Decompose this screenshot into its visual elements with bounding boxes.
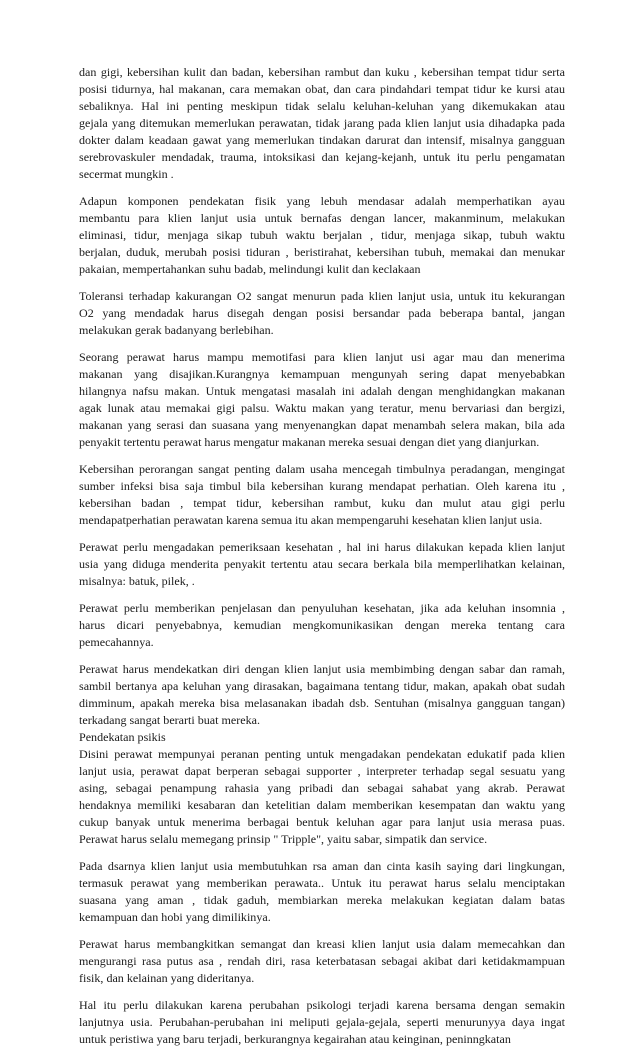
text-line: serebrovaskuler mendadak, trauma, intoksikasi dan kejang-kejanh, untuk itu perlu pengamatan	[79, 150, 565, 164]
text-line: agak lunak atau memakai gigi palsu. Waktu makan yang teratur, menu bervariasi dan bergizi,	[79, 401, 565, 415]
text-line: Pada dsarnya klien lanjut usia membutuhkan rsa aman dan cinta kasih saying dari lingkungan,	[79, 859, 565, 873]
text-line: suasana yang aman , tidak gaduh, membiarkan mereka melakukan kegiatan dalam batas	[79, 893, 565, 907]
text-line: pemecahannya.	[79, 635, 154, 649]
text-line: melakukan gerak badanyang berlebihan.	[79, 323, 274, 337]
text-line: sebaliknya. Hal ini penting meskipun tidak selalu keluhan-keluhan yang dikemukakan atau	[79, 99, 565, 113]
paragraph	[79, 600, 565, 651]
text-line: Seorang perawat harus mampu memotifasi para klien lanjut usi agar mau dan menerima	[79, 350, 565, 364]
paragraph	[79, 349, 565, 451]
text-line: eliminasi, tidur, menjaga sikap tubuh waktu berjalan , tidur, menjaga sikap, tubuh waktu	[79, 228, 565, 242]
text-line: O2 yang mendadak harus disegah dengan posisi bersandar pada beberapa bantal, jangan	[79, 306, 565, 320]
text-line: cukup banyak untuk menerima berbagai bentuk keluhan agar para lanjut usia merasa puas.	[79, 815, 565, 829]
text-line: fisik, dan kelainan yang dideritanya.	[79, 971, 255, 985]
text-line: mengurangi rasa putus asa , rendah diri, rasa keterbatasan sebagai akibat dari ketidakmampuan	[79, 954, 565, 968]
text-line: membantu para klien lanjut usia untuk bernafas dengan lancer, makanminum, melakukan	[79, 211, 565, 225]
text-line: lanjutnya usia. Perubahan-perubahan ini meliputi gejala-gejala, seperti menurunyya daya ingat	[79, 1015, 565, 1029]
text-line: Disini perawat mempunyai peranan penting untuk mengadakan pendekatan edukatif pada klien	[79, 747, 565, 761]
text-line: Perawat harus membangkitkan semangat dan kreasi klien lanjut usia dalam memecahkan dan	[79, 937, 565, 951]
text-line: dimminum, apakah mereka bisa melasanakan ibadah dsb. Sentuhan (misalnya gangguan tangan)	[79, 696, 565, 710]
text-line: hendaknya memiliki kesabaran dan ketelitian dalam memberikan kesempatan dan waktu yang	[79, 798, 565, 812]
text-line: penyakit tertentu perawat harus mengatur makanan mereka sesuai dengan diet yang dianjurkan.	[79, 435, 540, 449]
text-line: gejala yang ditemukan memerlukan perawatan, tidak jarang pada klien lanjut usia dihadapka pada	[79, 116, 565, 130]
paragraph	[79, 539, 565, 590]
text-line: harus dicari penyebabnya, kemudian mengkomunikasikan dengan mereka tentang cara	[79, 618, 565, 632]
text-line: dokter dalam keadaan gawat yang memerlukan tindakan darurat dan intensif, misalnya gangguan	[79, 133, 565, 147]
text-line: Adapun komponen pendekatan fisik yang lebuh mendasar adalah memperhatikan ayau	[79, 194, 565, 208]
text-line: pakaian, mempertahankan suhu badab, melindungi kulit dan keclakaan	[79, 262, 421, 276]
text-line: hilangnya nafsu makan. Untuk mengatasi masalah ini adalah dengan menghidangkan makanan	[79, 384, 565, 398]
text-line: usia yang diduga menderita penyakit tertentu atau secara berkala bila memperlihatkan kelainan,	[79, 557, 565, 571]
text-line: untuk peristiwa yang baru terjadi, berkurangnya kegairahan atau keinginan, peninngkatan	[79, 1032, 511, 1046]
text-line: misalnya: batuk, pilek, .	[79, 574, 195, 588]
paragraph	[79, 193, 565, 278]
text-line: mendapatperhatian perawatan karena semua itu akan mempengaruhi kesehatan klien lanjut usia.	[79, 513, 543, 527]
text-line: berjalan, duduk, merubah posisi tiduran , beristirahat, kebersihan tubuh, memakai dan menukar	[79, 245, 565, 259]
text-line: sambil bertanya apa keluhan yang dirasakan, bagaimana tentang tidur, makan, apakah obat sudah	[79, 679, 565, 693]
text-line: kebersihan badan , tempat tidur, kebersihan rambut, kuku dan mulut atau gigi perlu	[79, 496, 565, 510]
text-line: Perawat harus selalu memegang prinsip " Tripple", yaitu sabar, simpatik dan service.	[79, 832, 488, 846]
text-line: terkadang sangat berarti buat mereka.	[79, 713, 260, 727]
paragraph	[79, 661, 565, 848]
text-line: dan gigi, kebersihan kulit dan badan, kebersihan rambut dan kuku , kebersihan tempat tidur serta	[79, 65, 565, 79]
text-line: Perawat perlu memberikan penjelasan dan penyuluhan kesehatan, jika ada keluhan insomnia ,	[79, 601, 565, 615]
paragraph	[79, 936, 565, 987]
paragraph	[79, 997, 565, 1048]
text-line: Hal itu perlu dilakukan karena perubahan psikologi terjadi karena bersama dengan semakin	[79, 998, 565, 1012]
text-line: sumber infeksi bisa saja timbul bila kebersihan kurang mendapat perhatian. Oleh karena itu ,	[79, 479, 565, 493]
text-line: kemampuan dan hobi yang dimilikinya.	[79, 910, 271, 924]
paragraph	[79, 858, 565, 926]
text-line: makanan yang disajikan.Kurangnya kemampuan mengunyah sering dapat menyebabkan	[79, 367, 565, 381]
paragraph	[79, 64, 565, 183]
text-line: Toleransi terhadap kakurangan O2 sangat menurun pada klien lanjut usia, untuk itu kekurangan	[79, 289, 565, 303]
text-line: asing, sebagai penampung rahasia yang pribadi dan sebagai sahabat yang akrab. Perawat	[79, 781, 565, 795]
document-page	[79, 64, 565, 1058]
paragraph	[79, 461, 565, 529]
text-line: Kebersihan perorangan sangat penting dalam usaha mencegah timbulnya peradangan, mengingat	[79, 462, 565, 476]
text-line: posisi tidurnya, hal makanan, cara memakan obat, dan cara pindahdari tempat tidur ke kursi atau	[79, 82, 565, 96]
text-line: makanan yang serasi dan suasana yang menyenangkan dapat menambah selera makan, bila ada	[79, 418, 565, 432]
text-line: Perawat harus mendekatkan diri dengan klien lanjut usia membimbing dengan sabar dan ramah,	[79, 662, 565, 676]
text-line: secermat mungkin .	[79, 167, 174, 181]
text-line: termasuk perawat yang memberikan perawata.. Untuk itu perawat harus selalu menciptakan	[79, 876, 565, 890]
text-line: lanjut usia, perawat dapat berperan sebagai supporter , interpreter terhadap segal sesuatu yang	[79, 764, 565, 778]
paragraph	[79, 288, 565, 339]
text-line: Pendekatan psikis	[79, 730, 166, 744]
text-line: Perawat perlu mengadakan pemeriksaan kesehatan , hal ini harus dilakukan kepada klien lanjut	[79, 540, 565, 554]
